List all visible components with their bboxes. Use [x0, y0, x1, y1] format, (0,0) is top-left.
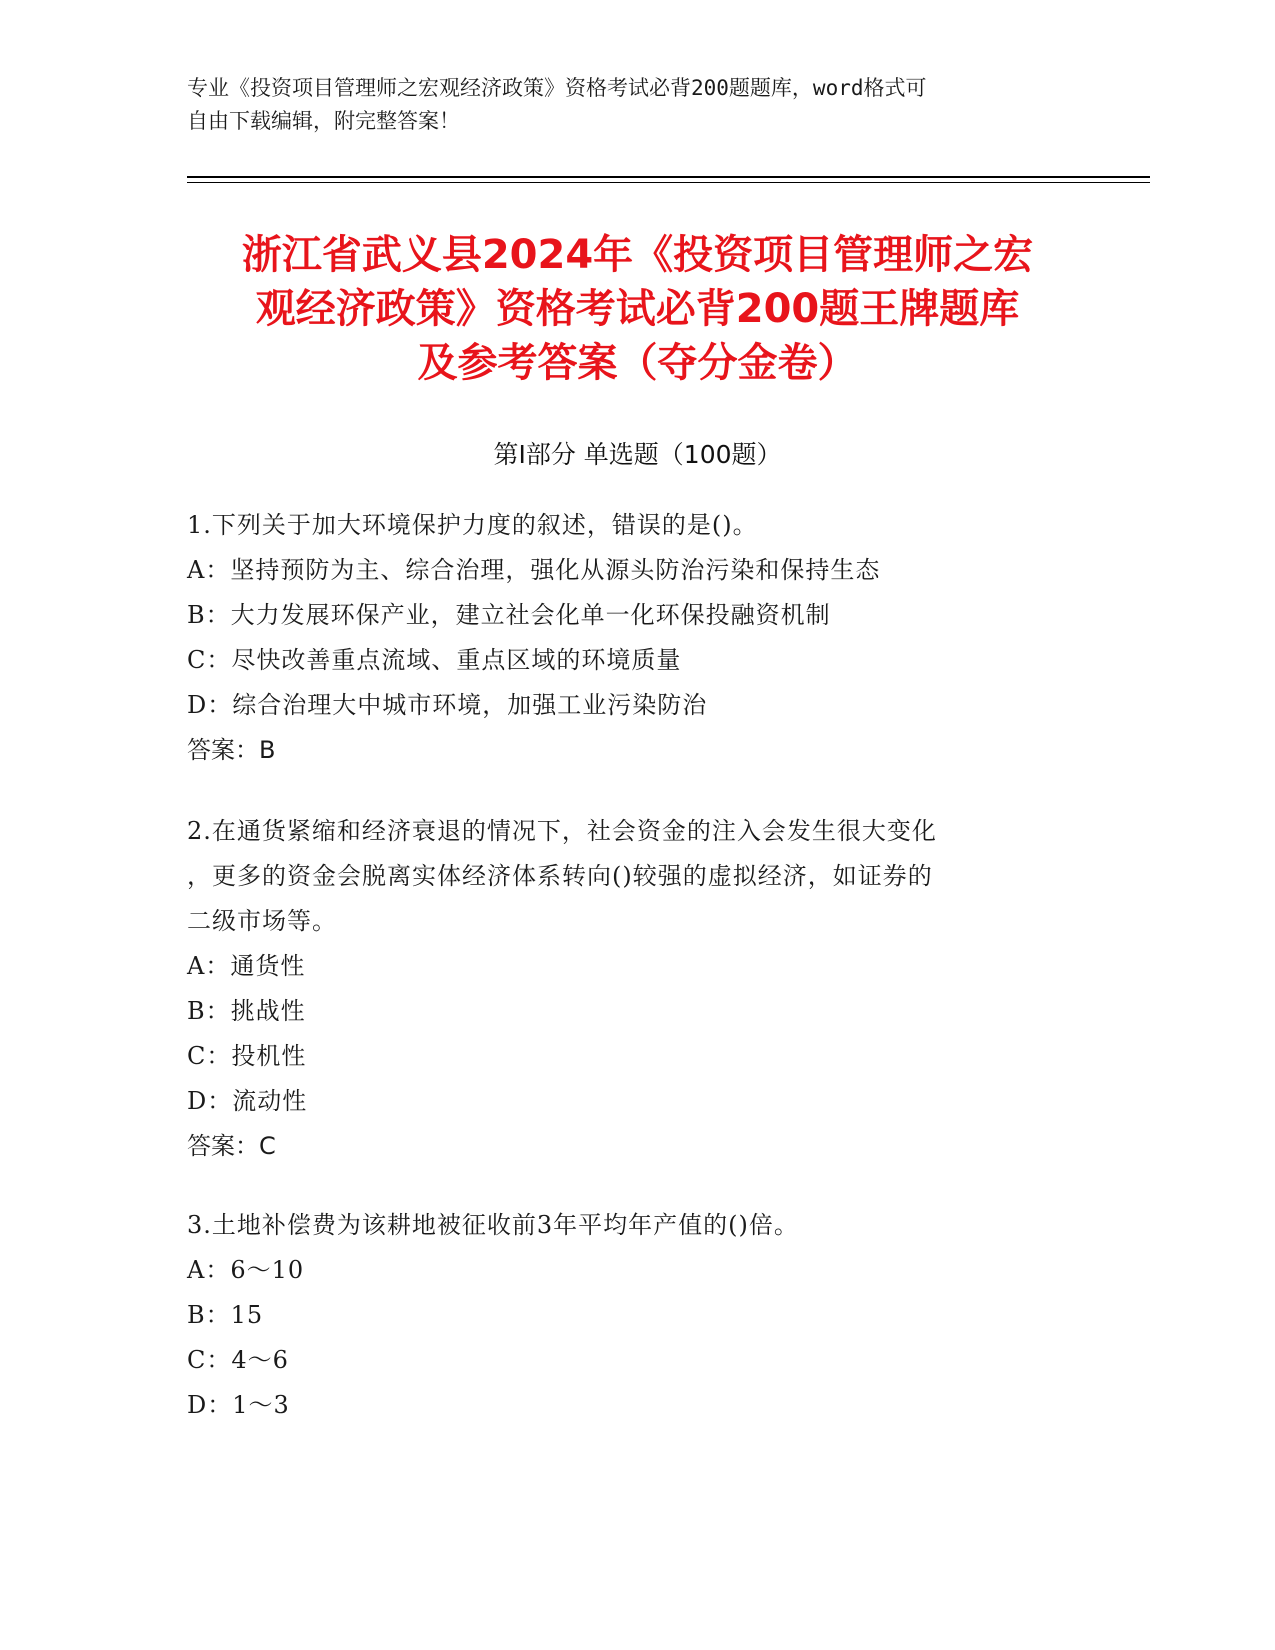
option-b: B：15 — [187, 1301, 264, 1329]
answer: 答案：C — [187, 1132, 276, 1160]
question-stem-continued: 二级市场等。 — [187, 907, 337, 935]
option-d: D：综合治理大中城市环境，加强工业污染防治 — [187, 691, 708, 719]
document-title — [160, 228, 1115, 390]
option-d: D：流动性 — [187, 1087, 308, 1115]
option-a: A：6～10 — [187, 1256, 305, 1284]
option-b: B：大力发展环保产业，建立社会化单一化环保投融资机制 — [187, 601, 831, 629]
section-heading: 第Ⅰ部分 单选题（100题） — [493, 440, 782, 469]
title-line-2: 观经济政策》资格考试必背200题王牌题库 — [255, 286, 1020, 332]
question-stem: 2.在通货紧缩和经济衰退的情况下，社会资金的注入会发生很大变化 — [187, 817, 937, 845]
question-stem-continued: ，更多的资金会脱离实体经济体系转向()较强的虚拟经济，如证券的 — [187, 862, 933, 890]
intro-line-1: 专业《投资项目管理师之宏观经济政策》资格考试必背200题题库，word格式可 — [187, 76, 927, 100]
header-rule-thin — [187, 182, 1150, 183]
question-stem: 3.土地补偿费为该耕地被征收前3年平均年产值的()倍。 — [187, 1211, 799, 1239]
option-b: B：挑战性 — [187, 997, 306, 1025]
option-d: D：1～3 — [187, 1391, 290, 1419]
question-2 — [187, 809, 1067, 1169]
question-3 — [187, 1203, 1067, 1428]
option-a: A：坚持预防为主、综合治理，强化从源头防治污染和保持生态 — [187, 556, 881, 584]
answer: 答案：B — [187, 736, 276, 764]
intro-line-2: 自由下载编辑，附完整答案！ — [187, 109, 460, 133]
option-c: C：4～6 — [187, 1346, 289, 1374]
header-rule-thick — [187, 176, 1150, 178]
title-line-1: 浙江省武义县2024年《投资项目管理师之宏 — [241, 232, 1034, 278]
question-stem: 1.下列关于加大环境保护力度的叙述，错误的是()。 — [187, 511, 758, 539]
intro-text — [187, 72, 1067, 138]
question-1 — [187, 503, 1067, 773]
title-line-3: 及参考答案（夺分金卷） — [417, 340, 858, 386]
option-a: A：通货性 — [187, 952, 306, 980]
option-c: C：尽快改善重点流域、重点区域的环境质量 — [187, 646, 682, 674]
option-c: C：投机性 — [187, 1042, 307, 1070]
